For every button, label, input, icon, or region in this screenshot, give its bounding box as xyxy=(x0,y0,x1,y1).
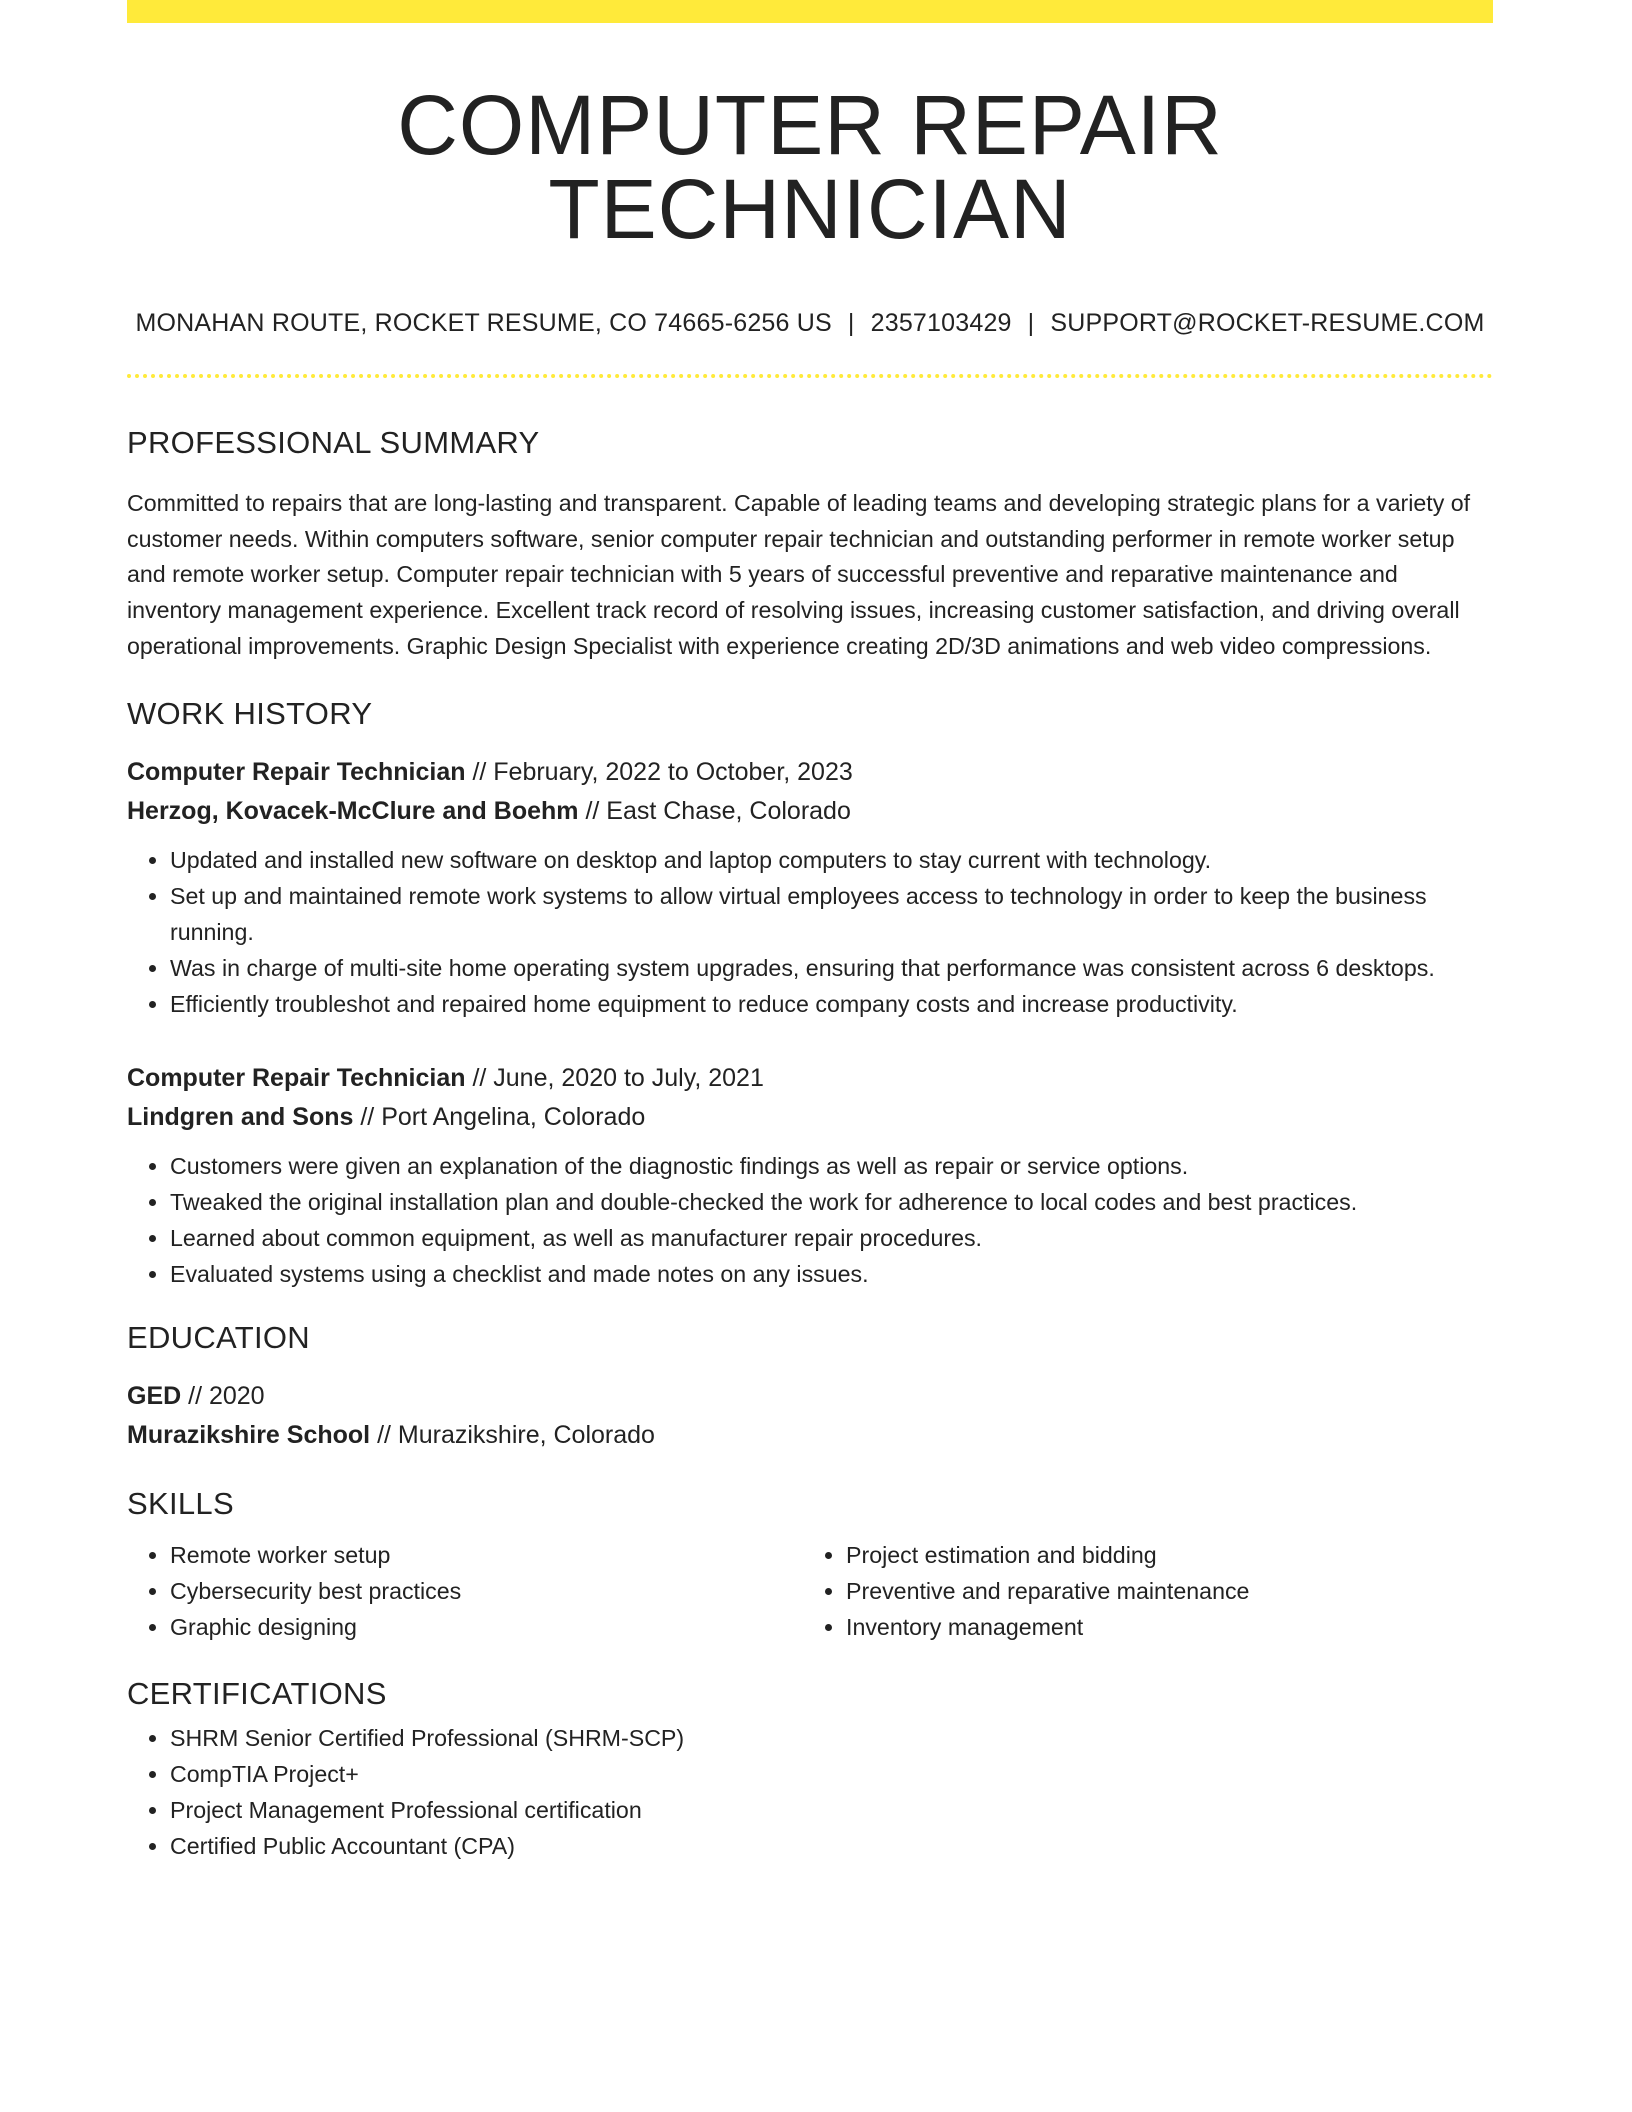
education-section xyxy=(127,1319,1493,1455)
list-item: • Project Management Professional certification xyxy=(170,1792,1493,1828)
job-company: Herzog, Kovacek-McClure and Boehm xyxy=(127,796,579,825)
contact-email: SUPPORT@ROCKET-RESUME.COM xyxy=(1050,309,1485,337)
job-entry xyxy=(127,753,1493,1022)
skills-grid xyxy=(127,1537,1493,1645)
list-item: • Learned about common equipment, as well as manufacturer repair procedures. xyxy=(170,1220,1493,1256)
resume-name: COMPUTER REPAIR TECHNICIAN xyxy=(397,78,1223,256)
summary-section xyxy=(127,427,1493,665)
education-school-line xyxy=(127,1416,1493,1455)
resume-page xyxy=(127,0,1493,1864)
list-item: • Remote worker setup xyxy=(170,1537,800,1573)
list-item: • Evaluated systems using a checklist and made notes on any issues. xyxy=(170,1256,1493,1292)
job-role-line xyxy=(127,753,1493,792)
top-accent-bar xyxy=(127,0,1493,23)
contact-address: MONAHAN ROUTE, ROCKET RESUME, CO 74665-6256 US xyxy=(135,309,832,337)
summary-title: PROFESSIONAL SUMMARY xyxy=(127,425,540,460)
contact-phone: 2357103429 xyxy=(870,309,1012,337)
header-divider xyxy=(127,374,1493,378)
job-role: Computer Repair Technician xyxy=(127,757,466,786)
education-degree: GED xyxy=(127,1381,182,1410)
list-item: • Was in charge of multi-site home operating system upgrades, ensuring that performance was consistent across 6 desktops. xyxy=(170,950,1493,986)
list-item: • Inventory management xyxy=(846,1609,1446,1645)
job-role: Computer Repair Technician xyxy=(127,1063,466,1092)
list-item: • Cybersecurity best practices xyxy=(170,1573,800,1609)
list-item: • Graphic designing xyxy=(170,1609,800,1645)
job-company-line xyxy=(127,1098,1493,1137)
job-location: // East Chase, Colorado xyxy=(578,796,851,825)
job-location: // Port Angelina, Colorado xyxy=(353,1102,646,1131)
list-item: • Project estimation and bidding xyxy=(846,1537,1446,1573)
job-company: Lindgren and Sons xyxy=(127,1102,354,1131)
job-company-line xyxy=(127,792,1493,831)
job-role-line xyxy=(127,1059,1493,1098)
list-item: • Preventive and reparative maintenance xyxy=(846,1573,1446,1609)
job-bullets xyxy=(127,1148,1493,1292)
list-item: • SHRM Senior Certified Professional (SHRM-SCP) xyxy=(170,1720,1493,1756)
job-bullets xyxy=(127,842,1493,1022)
job-entry xyxy=(127,1059,1493,1292)
education-title: EDUCATION xyxy=(127,1319,310,1355)
certifications-section xyxy=(127,1675,1493,1864)
summary-text: Committed to repairs that are long-lasting and transparent. Capable of leading teams and developing strategic plans for a variety of customer needs. Within computers software, senior computer repair technician and outstanding performer in remote worker setup and remote worker setup. Computer repair technician with 5 years of successful preventive and reparative maintenance and inventory management experience. Excellent track record of resolving issues, increasing customer satisfaction, and driving overall operational improvements. Graphic Design Specialist with experience creating 2D/3D animations and web video compressions. xyxy=(127,490,1471,659)
contact-separator: | xyxy=(847,309,855,337)
work-history-title: WORK HISTORY xyxy=(127,695,373,731)
list-item: • CompTIA Project+ xyxy=(170,1756,1493,1792)
job-dates: // February, 2022 to October, 2023 xyxy=(465,757,853,786)
education-degree-line xyxy=(127,1377,1493,1416)
skills-section xyxy=(127,1485,1493,1645)
education-school: Murazikshire School xyxy=(127,1420,371,1449)
list-item: • Updated and installed new software on desktop and laptop computers to stay current with technology. xyxy=(170,842,1493,878)
list-item: • Tweaked the original installation plan and double-checked the work for adherence to local codes and best practices. xyxy=(170,1184,1493,1220)
list-item: • Efficiently troubleshot and repaired home equipment to reduce company costs and increase productivity. xyxy=(170,986,1493,1022)
list-item: • Set up and maintained remote work systems to allow virtual employees access to technology in order to keep the business running. xyxy=(170,878,1493,950)
education-location: // Murazikshire, Colorado xyxy=(370,1420,655,1449)
list-item: • Certified Public Accountant (CPA) xyxy=(170,1828,1493,1864)
certifications-title: CERTIFICATIONS xyxy=(127,1675,387,1711)
certifications-list xyxy=(127,1720,1493,1864)
skills-title: SKILLS xyxy=(127,1485,234,1521)
contact-line xyxy=(127,311,1493,336)
job-dates: // June, 2020 to July, 2021 xyxy=(465,1063,764,1092)
list-item: • Customers were given an explanation of the diagnostic findings as well as repair or service options. xyxy=(170,1148,1493,1184)
skills-right-column xyxy=(800,1537,1446,1645)
work-history-section xyxy=(127,695,1493,1292)
contact-separator: | xyxy=(1027,309,1035,337)
skills-left-column xyxy=(127,1537,800,1645)
education-year: // 2020 xyxy=(181,1381,265,1410)
